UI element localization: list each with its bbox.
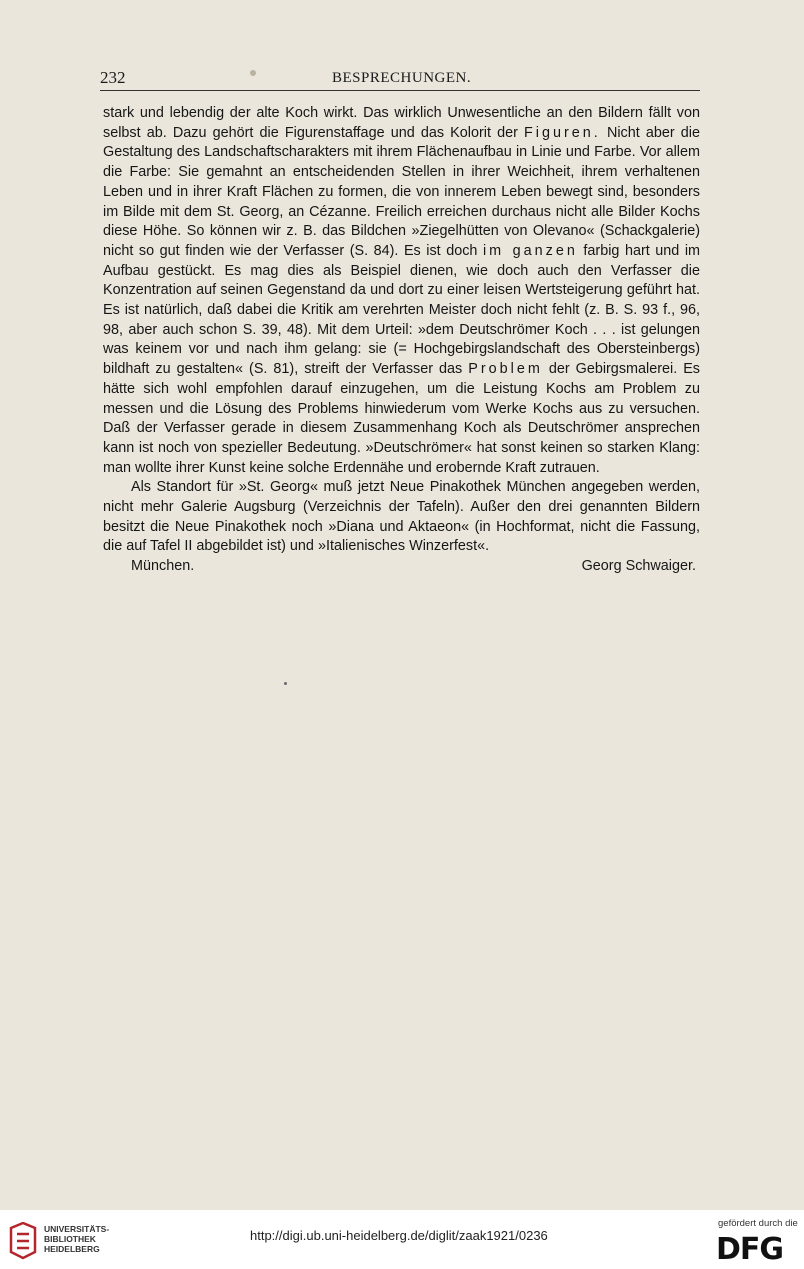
spaced-emphasis: Problem [468,361,543,378]
viewer-footer [0,1210,804,1269]
paragraph-2: Als Standort für »St. Georg« muß jetzt Neue Pinakothek München angegeben werden, nicht mehr Galerie Augsburg (Verzeichnis der Tafeln). Außer den drei genannten Bildern besitzt die Neue Pinakothek noch »Diana und Aktaeon« (in Hochformat, nicht die Fassung, die auf Tafel II abgebildet ist) und »Italienisches Winzerfest«. [103,479,700,555]
spaced-emphasis: Figuren. [524,124,601,141]
dfg-logo: DFG [716,1232,784,1267]
spaced-emphasis: im ganzen [482,242,578,259]
paper-speck [250,70,256,76]
university-library-logo [8,1222,38,1260]
library-name: UNIVERSITÄTS- BIBLIOTHEK HEIDELBERG [44,1224,110,1254]
page-header [100,68,700,91]
paragraph-1: stark und lebendig der alte Koch wirkt. Das wirklich Unwesentliche an den Bildern fällt von selbst ab. Dazu gehört die Figurenstaffage und das Kolorit der Figuren. Nicht aber die Gestaltung des Landschaftscharakters mit ihrem Flächenaufbau in Linie und Farbe. Vor allem die Farbe: Sie gemahnt an entscheidenden Stellen in ihrer Weichheit, ihrem verhaltenen Leben und in ihrer Kraft Flächen zu formen, die von innerem Leben bewegt sind, besonders im Bilde mit dem St. Georg, an Cézanne. Freilich erreichen durchaus nicht alle Bilder Kochs diese Höhe. So können wir z. B. das Bildchen »Ziegelhütten von Olevano« (Schackgalerie) nicht so gut finden wie der Verfasser (S. 84). Es ist doch im ganzen farbig hart und im Aufbau gestückt. Es mag dies als Beispiel dienen, wie doch auch den Verfasser die Konzentration auf seinen Gegenstand da und dort zu einer leisen Wertsteigerung geführt hat. Es ist natürlich, daß dabei die Kritik am verehrten Meister doch nicht fehlt (z. B. S. 93 f., 96, 98, aber auch schon S. 39, 48). Mit dem Urteil: »dem Deutschrömer Koch . . . ist gelungen was keinem vor und nach ihm gelang: sie (= Hochgebirgslandschaft des Obersteinbergs) bildhaft zu gestalten« (S. 81), streift der Verfasser das Problem der Gebirgsmalerei. Es hätte sich wohl empfohlen darauf einzugehen, um die Leistung Kochs am Problem zu messen und die Lösung des Problems hinwiederum vom Werke Kochs aus zu versuchen. Daß der Verfasser gerade in diesem Zusammenhang Koch als Deutschrömer ansprechen kann ist noch von spezieller Bedeutung. »Deutschrömer« hat sonst keinen so starken Klang: man wollte ihrer Kunst keine solche Erdennähe und erobernde Kraft zutrauen. [103,105,701,476]
signature-place: München. [131,558,195,575]
page-number: 232 [100,68,126,87]
paper-speck [284,682,287,685]
signature-line [103,557,700,577]
review-text [103,104,700,577]
running-title: BESPRECHUNGEN. [332,70,472,86]
funding-caption: gefördert durch die [718,1218,798,1229]
permalink[interactable]: http://digi.ub.uni-heidelberg.de/diglit/zaak1921/0236 [250,1228,548,1243]
signature-author: Georg Schwaiger. [581,558,696,575]
